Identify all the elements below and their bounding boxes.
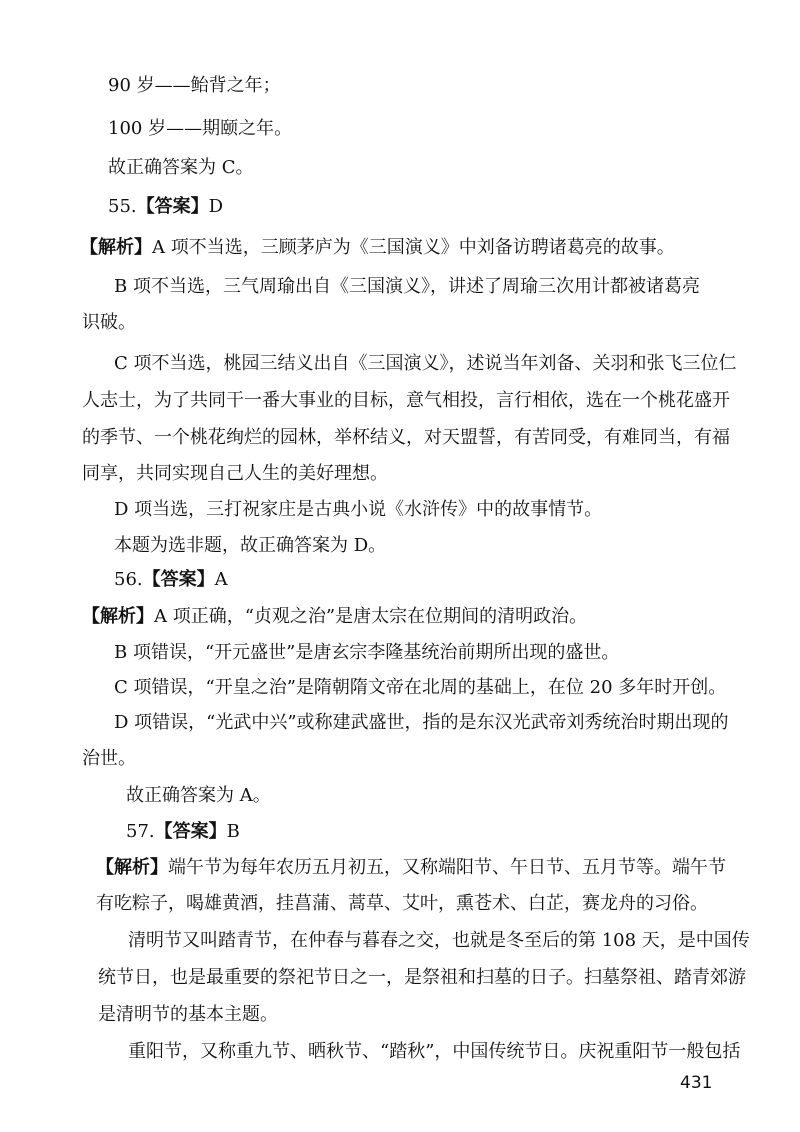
text-line: 有吃粽子，喝雄黄酒，挂菖蒲、蒿草、艾叶，熏苍术、白芷，赛龙舟的习俗。	[96, 893, 708, 914]
text-line: C 项错误，“开皇之治”是隋朝隋文帝在北周的基础上，在位 20 多年时开创。	[114, 677, 727, 698]
analysis-text: A 项正确，“贞观之治”是唐太宗在位期间的清明政治。	[154, 606, 588, 627]
text-line: B 项不当选，三气周瑜出自《三国演义》，讲述了周瑜三次用计都被诸葛亮	[114, 276, 700, 297]
answer-label: 【答案】	[154, 821, 227, 842]
text-line: 的季节、一个桃花绚烂的园林，举杯结义，对天盟誓，有苦同受，有难同当，有福	[82, 427, 730, 448]
text-line: 同享，共同实现自己人生的美好理想。	[82, 463, 388, 484]
analysis-label: 【解析】	[80, 237, 152, 258]
answer-value: D	[208, 196, 224, 217]
answer-heading-56	[114, 568, 228, 592]
analysis-line	[96, 856, 726, 880]
text-line: 故正确答案为 A。	[126, 785, 271, 806]
question-number: 55.	[108, 196, 137, 217]
analysis-label: 【解析】	[82, 606, 154, 627]
text-line: 重阳节，又称重九节、晒秋节、“踏秋”，中国传统节日。庆祝重阳节一般包括	[128, 1041, 741, 1062]
analysis-text: A 项不当选，三顾茅庐为《三国演义》中刘备访聘诸葛亮的故事。	[152, 237, 675, 258]
question-number: 57.	[126, 821, 155, 842]
question-number: 56.	[114, 569, 143, 590]
analysis-line	[80, 236, 675, 260]
text-line: 人志士，为了共同干一番大事业的目标，意气相投，言行相依，选在一个桃花盛开	[82, 390, 730, 411]
analysis-text: 端午节为每年农历五月初五，又称端阳节、午日节、五月节等。端午节	[168, 857, 726, 878]
text-line: D 项当选，三打祝家庄是古典小说《水浒传》中的故事情节。	[114, 499, 603, 520]
text-line: 90 岁——鲐背之年；	[108, 75, 281, 96]
text-line: 本题为选非题，故正确答案为 D。	[114, 535, 387, 556]
text-line: 100 岁——期颐之年。	[108, 118, 293, 139]
text-line: C 项不当选，桃园三结义出自《三国演义》，述说当年刘备、关羽和张飞三位仁	[114, 353, 737, 374]
answer-heading-57	[126, 820, 240, 844]
text-line: 清明节又叫踏青节，在仲春与暮春之交，也就是冬至后的第 108 天，是中国传	[128, 930, 750, 951]
answer-label: 【答案】	[136, 196, 209, 217]
analysis-line	[82, 605, 587, 629]
text-line: 是清明节的基本主题。	[98, 1004, 278, 1025]
answer-value: B	[226, 821, 240, 842]
text-line: D 项错误，“光武中兴”或称建武盛世，指的是东汉光武帝刘秀统治时期出现的	[114, 712, 729, 733]
answer-value: A	[214, 569, 228, 590]
text-line: 治世。	[82, 748, 136, 769]
text-line: 统节日，也是最重要的祭祀节日之一，是祭祖和扫墓的日子。扫墓祭祖、踏青郊游	[98, 967, 746, 988]
text-line: B 项错误，“开元盛世”是唐玄宗李隆基统治前期所出现的盛世。	[114, 642, 620, 663]
text-line: 故正确答案为 C。	[108, 157, 254, 178]
analysis-label: 【解析】	[96, 857, 168, 878]
answer-heading-55	[108, 195, 223, 219]
text-line: 识破。	[82, 312, 136, 333]
answer-label: 【答案】	[142, 569, 215, 590]
page-number: 431	[680, 1073, 713, 1093]
